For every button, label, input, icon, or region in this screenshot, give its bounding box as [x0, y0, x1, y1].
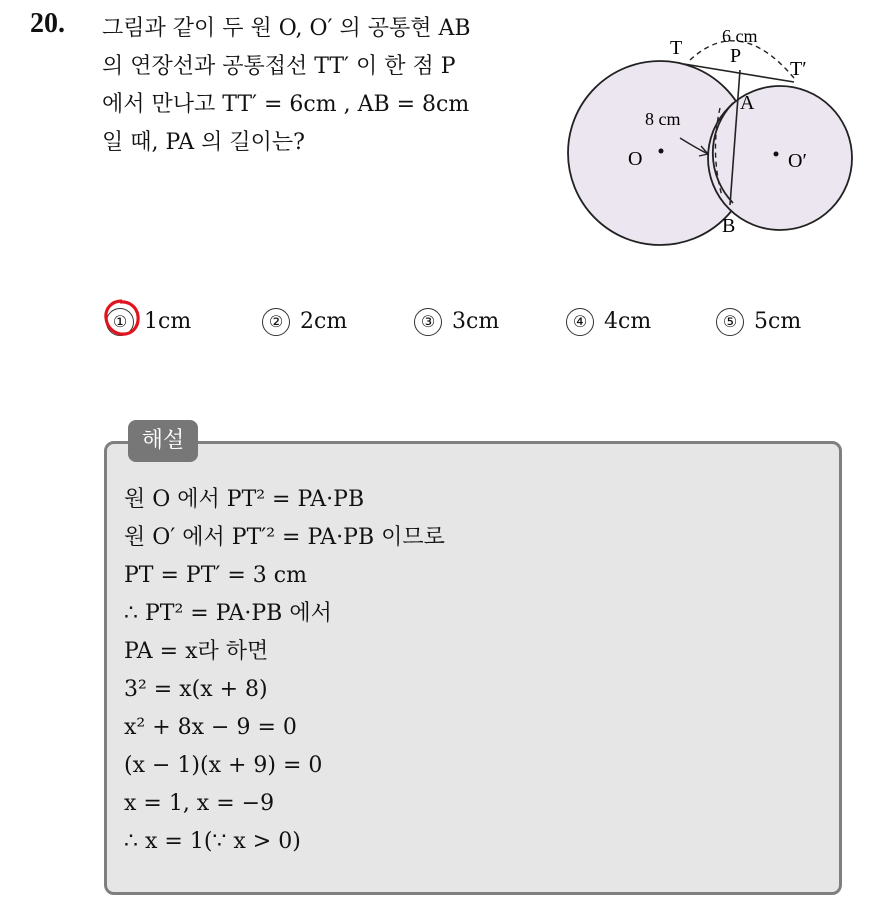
choice-1[interactable] — [106, 302, 191, 342]
choice-number: ① — [106, 308, 134, 336]
question-line: 그림과 같이 두 원 O, O′ 의 공통현 AB — [102, 16, 471, 41]
label-b: B — [722, 215, 736, 237]
label-top-length: 6 cm — [722, 26, 758, 46]
solution-lines — [124, 484, 445, 864]
center-dot-o-prime — [774, 152, 779, 157]
question-line: 일 때, PA 의 길이는? — [102, 130, 305, 155]
choice-label: 5cm — [754, 309, 802, 334]
selected-mark-icon — [102, 298, 142, 338]
choice-label: 4cm — [604, 309, 652, 334]
question-number: 20. — [30, 8, 65, 39]
solution-title: 해설 — [128, 420, 198, 462]
choice-number: ④ — [566, 308, 594, 336]
solution-line: 3² = x(x + 8) — [124, 677, 268, 702]
label-o-prime: O′ — [788, 150, 807, 172]
question-line: 에서 만나고 TT′ = 6cm , AB = 8cm — [102, 92, 470, 117]
choice-number: ③ — [414, 308, 442, 336]
solution-line: 원 O 에서 PT² = PA·PB — [124, 487, 365, 512]
label-p: P — [730, 45, 742, 67]
label-a: A — [740, 92, 755, 114]
answer-choices — [102, 302, 842, 342]
choice-number: ⑤ — [716, 308, 744, 336]
label-t-prime: T′ — [790, 58, 807, 80]
choice-3[interactable] — [414, 302, 499, 342]
choice-label: 2cm — [300, 309, 348, 334]
choice-2[interactable] — [262, 302, 347, 342]
question-line: 의 연장선과 공통접선 TT′ 이 한 점 P — [102, 54, 456, 79]
choice-4[interactable] — [566, 302, 651, 342]
choice-label: 3cm — [452, 309, 500, 334]
solution-line: PT = PT′ = 3 cm — [124, 563, 307, 588]
solution-line: PA = x라 하면 — [124, 639, 269, 664]
label-t: T — [670, 37, 683, 59]
label-o: O — [628, 148, 643, 170]
two-circles-figure — [560, 20, 860, 250]
center-dot-o — [659, 149, 664, 154]
question-text — [102, 10, 542, 162]
solution-line: (x − 1)(x + 9) = 0 — [124, 753, 323, 778]
solution-line: 원 O′ 에서 PT′² = PA·PB 이므로 — [124, 525, 445, 550]
solution-line: ∴ x = 1(∵ x > 0) — [124, 829, 301, 854]
solution-line: x² + 8x − 9 = 0 — [124, 715, 297, 740]
choice-number: ② — [262, 308, 290, 336]
choice-label: 1cm — [144, 309, 192, 334]
circle-o-prime — [708, 86, 852, 230]
solution-line: x = 1, x = −9 — [124, 791, 275, 816]
label-chord-length: 8 cm — [645, 109, 681, 129]
solution-line: ∴ PT² = PA·PB 에서 — [124, 601, 332, 626]
choice-5[interactable] — [716, 302, 801, 342]
